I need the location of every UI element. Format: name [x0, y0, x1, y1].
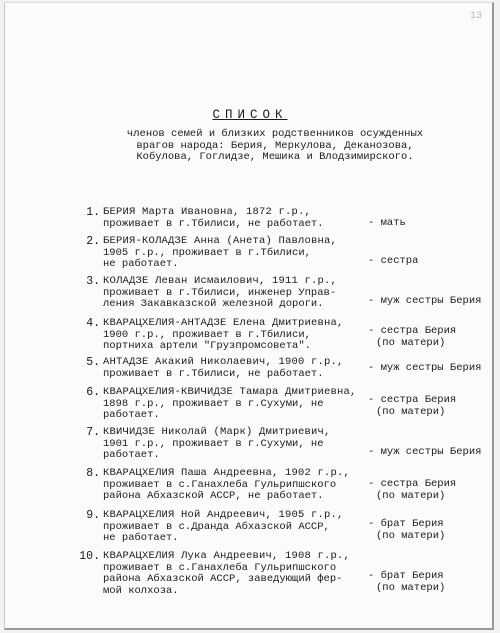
relation-line: - сестра Берия — [368, 325, 457, 337]
item-line: КВИЧИДЗЕ Николай (Марк) Дмитриевич, — [103, 426, 331, 438]
item-relation — [368, 218, 498, 230]
item-relation — [368, 571, 498, 594]
relation-line: (по матери) — [376, 405, 446, 418]
item-text — [103, 236, 363, 271]
item-line: района Абхазской АССР, не работает. — [103, 490, 324, 502]
item-number: 2. — [86, 235, 100, 248]
item-line: проживает в г.Тбилиси, инженер Управ- — [103, 286, 337, 299]
item-number: 4. — [86, 317, 100, 330]
item-relation — [368, 326, 498, 349]
relation-line: (по матери) — [376, 336, 446, 349]
item-text — [103, 510, 363, 545]
item-line: района Абхазской АССР, заведующий фер- — [103, 573, 343, 585]
item-line: 1905 г.р., проживает в г.Тбилиси, — [103, 246, 311, 259]
item-line: КОЛАДЗЕ Леван Исмаилович, 1911 г.р., — [103, 275, 338, 287]
relation-line: - мать — [368, 217, 406, 229]
item-relation — [368, 447, 498, 459]
item-text — [103, 357, 363, 380]
subtitle-line: членов семей и близких родственников осужденных — [126, 128, 424, 140]
item-line: работает. — [103, 409, 160, 421]
relation-line: (по матери) — [376, 581, 446, 594]
item-relation — [368, 363, 498, 375]
item-relation — [368, 519, 498, 542]
relation-line: - сестра Берия — [368, 394, 457, 406]
item-number: 3. — [86, 275, 100, 288]
subtitle-line: врагов народа: Берия, Меркулова, Деканозова, — [136, 139, 414, 152]
item-number: 7. — [86, 426, 100, 439]
item-line: БЕРИЯ-КОЛАДЗЕ Анна (Анета) Павловна, — [103, 235, 338, 247]
item-text — [103, 387, 363, 422]
item-number: 10. — [79, 550, 100, 563]
item-text — [103, 551, 363, 597]
relation-line: - брат Берия — [368, 570, 444, 582]
item-line: 1901 г.р., проживает в г.Сухуми, не — [103, 437, 324, 450]
item-line: ления Закавказской железной дороги. — [103, 298, 324, 310]
item-line: КВАРАЦХЕЛИЯ-АНТАДЗЕ Елена Дмитриевна, — [103, 317, 344, 329]
item-text — [103, 427, 363, 462]
item-line: портниха артели "Грузпромсовета". — [103, 340, 311, 352]
item-line: проживает в с.Ганахлеба Гульрипшского — [103, 561, 337, 574]
item-line: проживает в с.Ганахлеба Гульрипшского — [103, 478, 337, 491]
item-line: не работает. — [103, 532, 179, 544]
item-line: проживает в с.Дранда Абхазской АССР, — [103, 520, 330, 533]
item-line: 1898 г.р., проживает в г.Сухуми, не — [103, 397, 324, 410]
item-line: 1900 г.р., проживает в г.Тбилиси, — [103, 328, 311, 341]
item-line: не работает. — [103, 258, 179, 270]
item-text — [103, 207, 363, 230]
item-line: КВАРАЦХЕЛИЯ-КВИЧИДЗЕ Тамара Дмитриевна, — [103, 386, 357, 398]
item-text — [103, 468, 363, 503]
item-number: 5. — [86, 356, 100, 369]
item-number: 6. — [86, 386, 100, 399]
item-line: проживает в г.Тбилиси, не работает. — [103, 217, 324, 230]
item-line: КВАРАЦХЕЛИЯ Паша Андреевна, 1902 г.р., — [103, 467, 351, 479]
item-line: КВАРАЦХЕЛИЯ Лука Андреевич, 1908 г.р., — [103, 550, 351, 562]
item-text — [103, 276, 363, 311]
relation-line: - сестра Берия — [368, 478, 457, 490]
item-number: 9. — [86, 509, 100, 522]
relation-line: - муж сестры Берия — [368, 362, 482, 374]
document-title: СПИСОК — [212, 108, 288, 122]
corner-mark: 13 — [469, 11, 482, 22]
item-line: КВАРАЦХЕЛИЯ Ной Андреевич, 1905 г.р., — [103, 509, 344, 521]
item-relation — [368, 296, 498, 308]
item-relation — [368, 395, 498, 418]
relation-line: - брат Берия — [368, 518, 444, 530]
relation-line: - муж сестры Берия — [368, 295, 482, 307]
item-text — [103, 318, 363, 353]
item-line: БЕРИЯ Марта Ивановна, 1872 г.р., — [103, 206, 312, 218]
item-line: работает. — [103, 449, 160, 461]
relation-line: (по матери) — [376, 529, 446, 542]
relation-line: - сестра — [368, 255, 419, 267]
item-line: проживает в г.Тбилиси, не работает. — [103, 367, 324, 380]
subtitle-line: Кобулова, Гоглидзе, Мешика и Влодзимирского. — [136, 151, 414, 163]
item-relation — [368, 256, 498, 268]
item-number: 8. — [86, 467, 100, 480]
item-line: АНТАДЗЕ Акакий Николаевич, 1900 г.р., — [103, 356, 344, 368]
item-number: 1. — [86, 206, 100, 219]
item-relation — [368, 479, 498, 502]
relation-line: - муж сестры Берия — [368, 446, 482, 458]
item-line: мой колхоза. — [103, 584, 179, 597]
relation-line: (по матери) — [376, 489, 446, 502]
